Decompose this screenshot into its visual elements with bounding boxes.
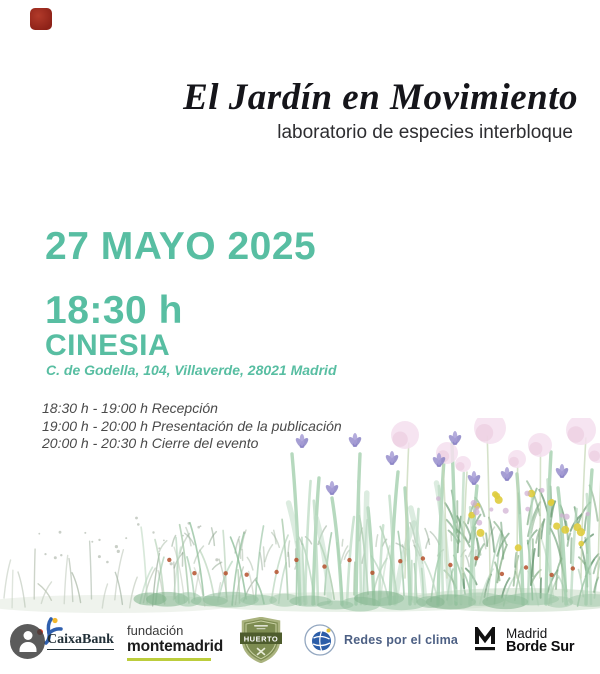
event-date: 27 MAYO 2025 xyxy=(45,225,317,268)
venue-name: CINESIA xyxy=(45,329,171,362)
red-sticker-icon xyxy=(30,8,52,30)
redes-clima-logo xyxy=(303,623,458,657)
tagged-people-button[interactable] xyxy=(10,624,45,659)
meadow-illustration xyxy=(0,418,600,618)
borde-sur-line2: Borde Sur xyxy=(506,639,575,655)
event-subtitle: laboratorio de especies interbloque xyxy=(277,122,573,143)
caixabank-label: CaixaBank xyxy=(47,633,114,650)
schedule-item: 18:30 h - 19:00 h Recepción xyxy=(42,400,218,416)
event-title: El Jardín en Movimiento xyxy=(183,77,578,118)
huerto-badge-label: HUERTO xyxy=(243,634,279,644)
borde-sur-line1: Madrid xyxy=(506,626,548,641)
montemadrid-underline xyxy=(127,658,211,661)
venue-address: C. de Godella, 104, Villaverde, 28021 Madrid xyxy=(46,362,337,378)
montemadrid-line2: montemadrid xyxy=(127,638,223,655)
person-icon xyxy=(23,631,32,640)
montemadrid-line1: fundación xyxy=(127,623,184,638)
huerto-badge-icon xyxy=(240,617,282,663)
sponsors-bar xyxy=(0,612,600,674)
schedule-item: 19:00 h - 20:00 h Presentación de la publicación xyxy=(42,417,342,434)
borde-sur-logo xyxy=(474,627,574,655)
montemadrid-logo xyxy=(127,623,223,661)
redes-clima-label: Redes por el clima xyxy=(344,632,459,647)
globe-icon xyxy=(303,623,337,657)
borde-sur-m-icon xyxy=(474,627,498,653)
event-time: 18:30 h xyxy=(45,289,183,332)
schedule-item: 20:00 h - 20:30 h Cierre del evento xyxy=(42,435,259,451)
